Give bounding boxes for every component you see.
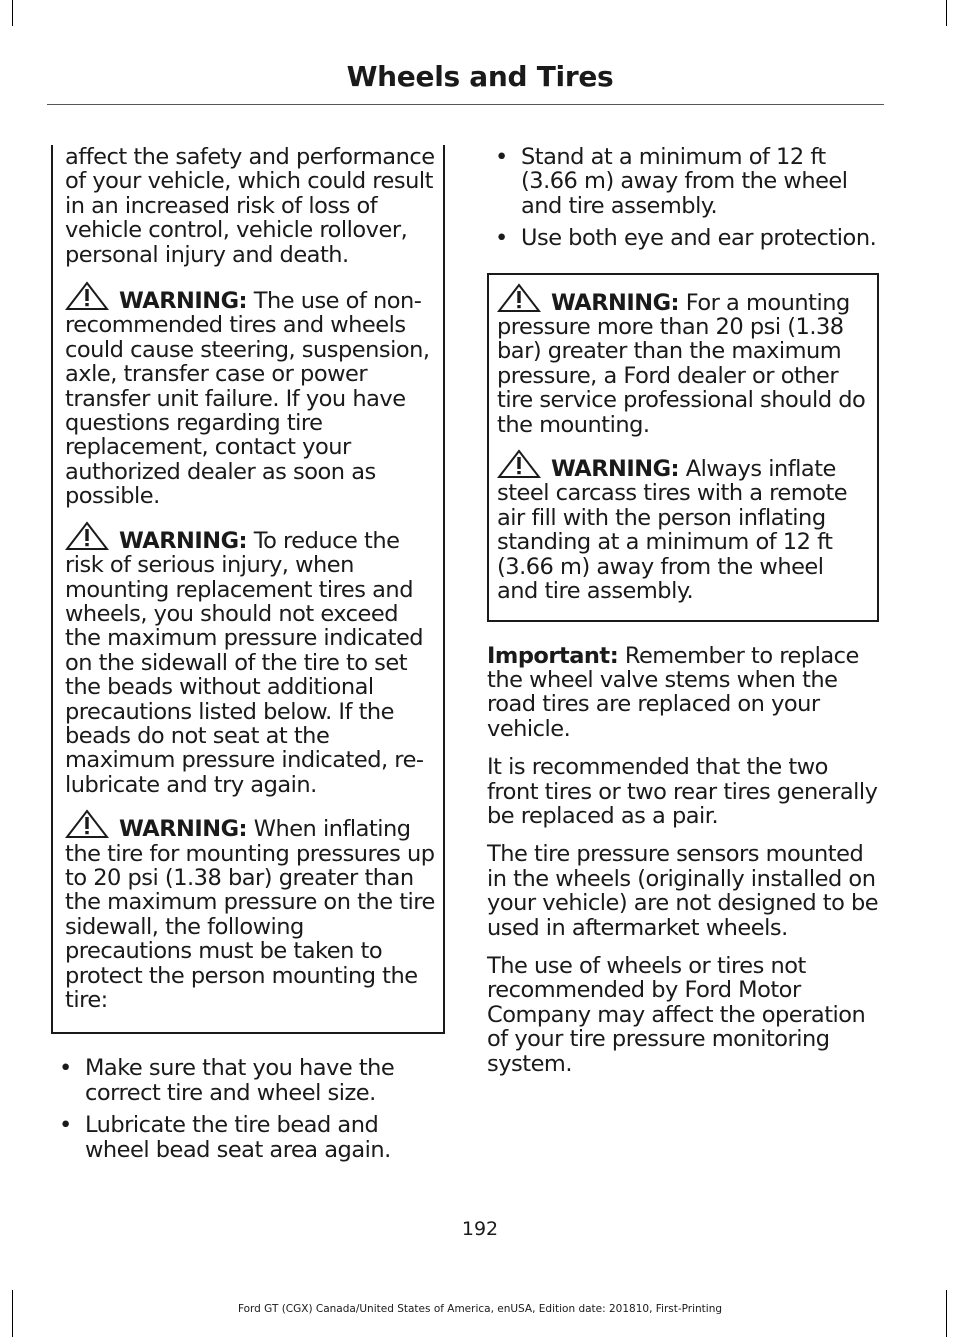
warning-triangle-icon [65, 521, 109, 551]
warning-paragraph [65, 817, 435, 1012]
body-paragraph: It is recommended that the two front tires or two rear tires generally be replaced as a pair. [487, 754, 878, 829]
bullet-list [51, 1056, 445, 1162]
right-column [487, 145, 879, 1076]
list-item [51, 1113, 445, 1162]
important-note [487, 644, 879, 742]
intro-text: affect the safety and performance of your vehicle, which could result in an increased risk of loss of vehicle control, vehicle rollover, personal injury and death. [65, 144, 435, 268]
body-paragraph: The use of wheels or tires not recommended by Ford Motor Company may affect the operation of your tire pressure monitoring system. [487, 952, 866, 1077]
warning-text: When inflating the tire for mounting pressures up to 20 psi (1.38 bar) greater than the maximum pressure on the tire sidewall, the following precautions must be taken to protect the person mounting the tire: [65, 816, 435, 1013]
list-item-text: Lubricate the tire bead and wheel bead seat area again. [85, 1112, 391, 1163]
page-title: Wheels and Tires [346, 60, 614, 93]
warning-label: WARNING: [119, 288, 248, 315]
warning-label: WARNING: [551, 289, 680, 316]
warning-label: WARNING: [119, 816, 248, 843]
bullet-glyph: • [495, 225, 508, 252]
body-paragraph: The tire pressure sensors mounted in the wheels (originally installed on your vehicle) are not designed to be used in aftermarket wheels. [487, 841, 879, 941]
warning-label: WARNING: [119, 527, 248, 554]
list-item [487, 145, 879, 218]
important-text: Remember to replace the wheel valve stems when the road tires are replaced on your vehicle. [487, 642, 859, 742]
warning-box-left [51, 145, 445, 1034]
list-item [487, 226, 879, 250]
header-divider [47, 104, 884, 105]
warning-paragraph [65, 529, 435, 797]
warning-text: Always inflate steel carcass tires with a remote air fill with the person inflating standing at a minimum of 12 ft (3.66 m) away from the wheel and tire assembly. [497, 456, 848, 605]
warning-paragraph [497, 291, 869, 437]
warning-triangle-icon [65, 809, 109, 839]
crop-mark-top-right [946, 0, 947, 26]
crop-mark-top-left [12, 0, 13, 26]
footer-text: Ford GT (CGX) Canada/United States of America, enUSA, Edition date: 201810, First-Printing [237, 1303, 723, 1315]
warning-triangle-icon [497, 449, 541, 479]
list-item [51, 1056, 445, 1105]
bullet-list [487, 145, 879, 251]
important-label: Important: [487, 642, 619, 669]
page-number: 192 [461, 1218, 499, 1240]
warning-label: WARNING: [551, 456, 680, 483]
warning-text: To reduce the risk of serious injury, when mounting replacement tires and wheels, you should not exceed the maximum pressure indicated on the sidewall of the tire to set the beads without additional precautions listed below. If the beads do not seat at the maximum pressure indicated, re-lubricate and try again. [65, 527, 424, 798]
warning-paragraph [497, 457, 869, 603]
warning-box-right [487, 273, 879, 622]
warning-triangle-icon [497, 283, 541, 313]
bullet-glyph: • [59, 1055, 72, 1082]
list-item-text: Make sure that you have the correct tire and wheel size. [85, 1055, 395, 1106]
list-item-text: Stand at a minimum of 12 ft (3.66 m) away from the wheel and tire assembly. [521, 144, 848, 219]
left-column [51, 145, 445, 1162]
warning-text: For a mounting pressure more than 20 psi (1.38 bar) greater than the maximum pressure, a Ford dealer or other tire service professional should do the mounting. [497, 289, 866, 438]
warning-paragraph [65, 289, 435, 509]
warning-triangle-icon [65, 281, 109, 311]
bullet-glyph: • [59, 1112, 72, 1139]
list-item-text: Use both eye and ear protection. [521, 225, 877, 252]
warning-text: The use of non-recommended tires and wheels could cause steering, suspension, axle, transfer case or power transfer unit failure. If you have questions regarding tire replacement, contact your authorized dealer as soon as possible. [65, 288, 430, 510]
bullet-glyph: • [495, 144, 508, 170]
